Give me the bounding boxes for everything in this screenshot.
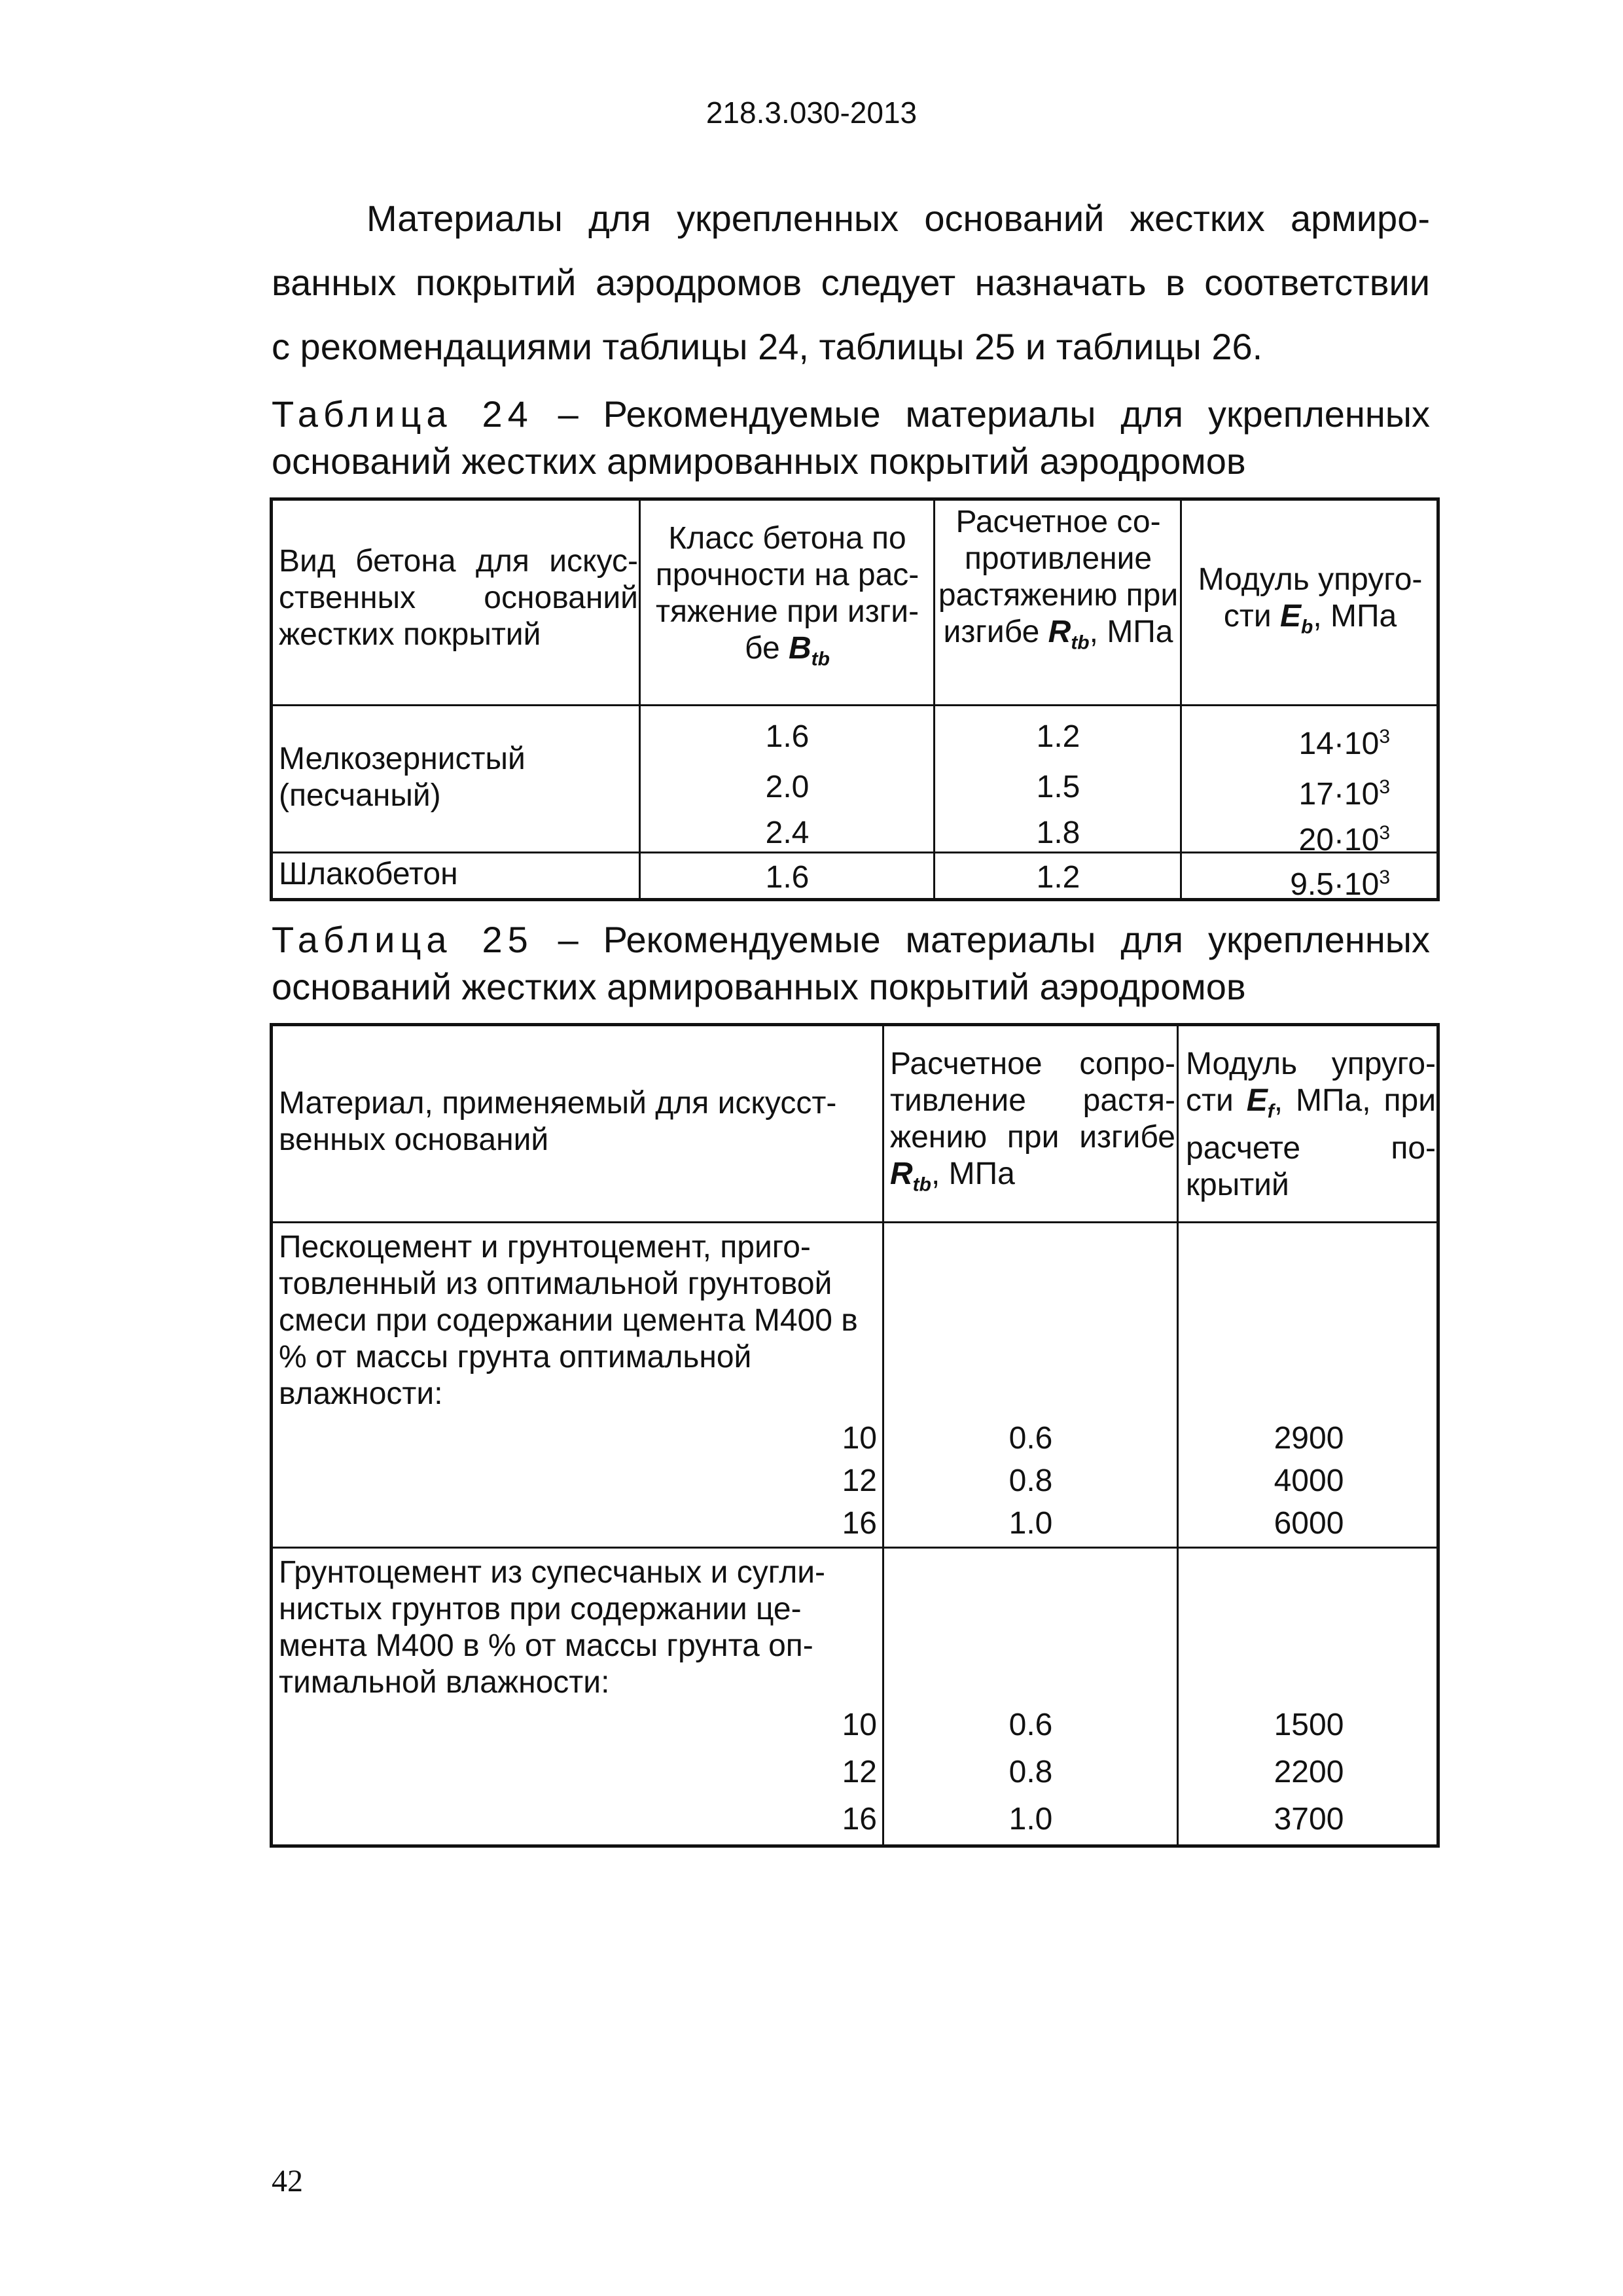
table24-cell-class: 1.6	[765, 719, 810, 754]
table25-cell-resistance: 0.8	[1008, 1463, 1053, 1498]
table25-cell-percent: 16	[842, 1506, 877, 1541]
table24-caption-line2: оснований жестких армированных покрытий аэродромов	[272, 440, 1246, 482]
table24-cell-class: 1.6	[765, 860, 810, 895]
table24-caption-label: Таблица 24	[272, 393, 533, 435]
table24-header-resistance: Расчетное со-противление растяжению при изгибе $R_{tb}$, МПа	[938, 505, 1179, 654]
table24-cell-resistance: 1.8	[1036, 816, 1080, 850]
table24-cell-modulus: $17\cdot 10^3$	[1298, 776, 1390, 812]
table25-caption-title: – Рекомендуемые материалы для укрепленных	[558, 919, 1430, 960]
table25-caption	[272, 916, 1430, 1011]
table24-header-class: Класс бетона по прочности на рас-тяжение при изги-бе $B_{tb}$	[655, 521, 919, 670]
table25-cell-percent: 12	[842, 1755, 877, 1789]
table24-cell-modulus: $14\cdot 10^3$	[1298, 726, 1390, 761]
table25-cell-modulus: 4000	[1274, 1463, 1344, 1498]
table24-cell-class: 2.4	[765, 816, 810, 850]
intro-line-2: ванных покрытий аэродромов следует назначать в соответствии	[272, 262, 1430, 303]
table24-header-modulus: Модуль упруго-сти $E_b$, МПа	[1198, 562, 1423, 638]
intro-line-3: с рекомендациями таблицы 24, таблицы 25 и таблицы 26.	[272, 326, 1263, 367]
document-number: 218.3.030-2013	[705, 96, 918, 130]
intro-paragraph	[272, 187, 1430, 379]
table25-cell-resistance: 1.0	[1008, 1802, 1053, 1837]
table25-cell-modulus: 6000	[1274, 1506, 1344, 1541]
table24-cell-modulus: $20\cdot 10^3$	[1298, 822, 1390, 857]
table24-cell-resistance: 1.5	[1036, 770, 1080, 804]
table24-row-slag-concrete-name: Шлакобетон	[279, 857, 458, 891]
table25-cell-resistance: 0.8	[1008, 1755, 1053, 1789]
table24-cell-class: 2.0	[765, 770, 810, 804]
table24-header-concrete-type: Вид бетона для искус-ственных оснований жестких покрытий	[279, 544, 638, 652]
table25-group1-description: Пескоцемент и грунтоцемент, приго-товленный из оптимальной грунтовой смеси при содержании цемента М400 в % от массы грунта оптимальной влажности:	[279, 1230, 858, 1411]
page-number: 42	[272, 2164, 303, 2198]
table25-cell-modulus: 2200	[1274, 1755, 1344, 1789]
table24-row-fine-grained-name: Мелкозернистый (песчаный)	[279, 742, 526, 813]
table25-cell-resistance: 1.0	[1008, 1506, 1053, 1541]
table25-cell-resistance: 0.6	[1008, 1421, 1053, 1456]
table25-cell-percent: 12	[842, 1463, 877, 1498]
table24-cell-resistance: 1.2	[1036, 860, 1080, 895]
table25-header-material: Материал, применяемый для искусст-венных оснований	[279, 1086, 837, 1157]
table25-cell-resistance: 0.6	[1008, 1708, 1053, 1742]
table25-cell-percent: 10	[842, 1708, 877, 1742]
table25-caption-label: Таблица 25	[272, 919, 533, 960]
intro-line-1: Материалы для укрепленных оснований жестких армиро-	[366, 198, 1430, 239]
table25-cell-percent: 16	[842, 1802, 877, 1837]
table25-cell-modulus: 1500	[1274, 1708, 1344, 1742]
table25-cell-modulus: 3700	[1274, 1802, 1344, 1837]
table25-cell-modulus: 2900	[1274, 1421, 1344, 1456]
table25-caption-line2: оснований жестких армированных покрытий аэродромов	[272, 966, 1246, 1007]
table24-caption	[272, 391, 1430, 485]
table25-header-resistance: Расчетное сопро-тивление растя-жению при изгибе $R_{tb}$, МПа	[890, 1047, 1175, 1196]
table24-caption-title: – Рекомендуемые материалы для укрепленных	[558, 393, 1430, 435]
table24-cell-modulus: $9.5\cdot 10^3$	[1290, 867, 1390, 902]
table25-header-modulus: Модуль упруго-сти $E_f$, МПа, при расчете по-крытий	[1186, 1047, 1436, 1202]
table25-cell-percent: 10	[842, 1421, 877, 1456]
table25-group2-description: Грунтоцемент из супесчаных и сугли-нистых грунтов при содержании це-мента М400 в % от массы грунта оп-тимальной влажности:	[279, 1555, 826, 1700]
table24-cell-resistance: 1.2	[1036, 719, 1080, 754]
